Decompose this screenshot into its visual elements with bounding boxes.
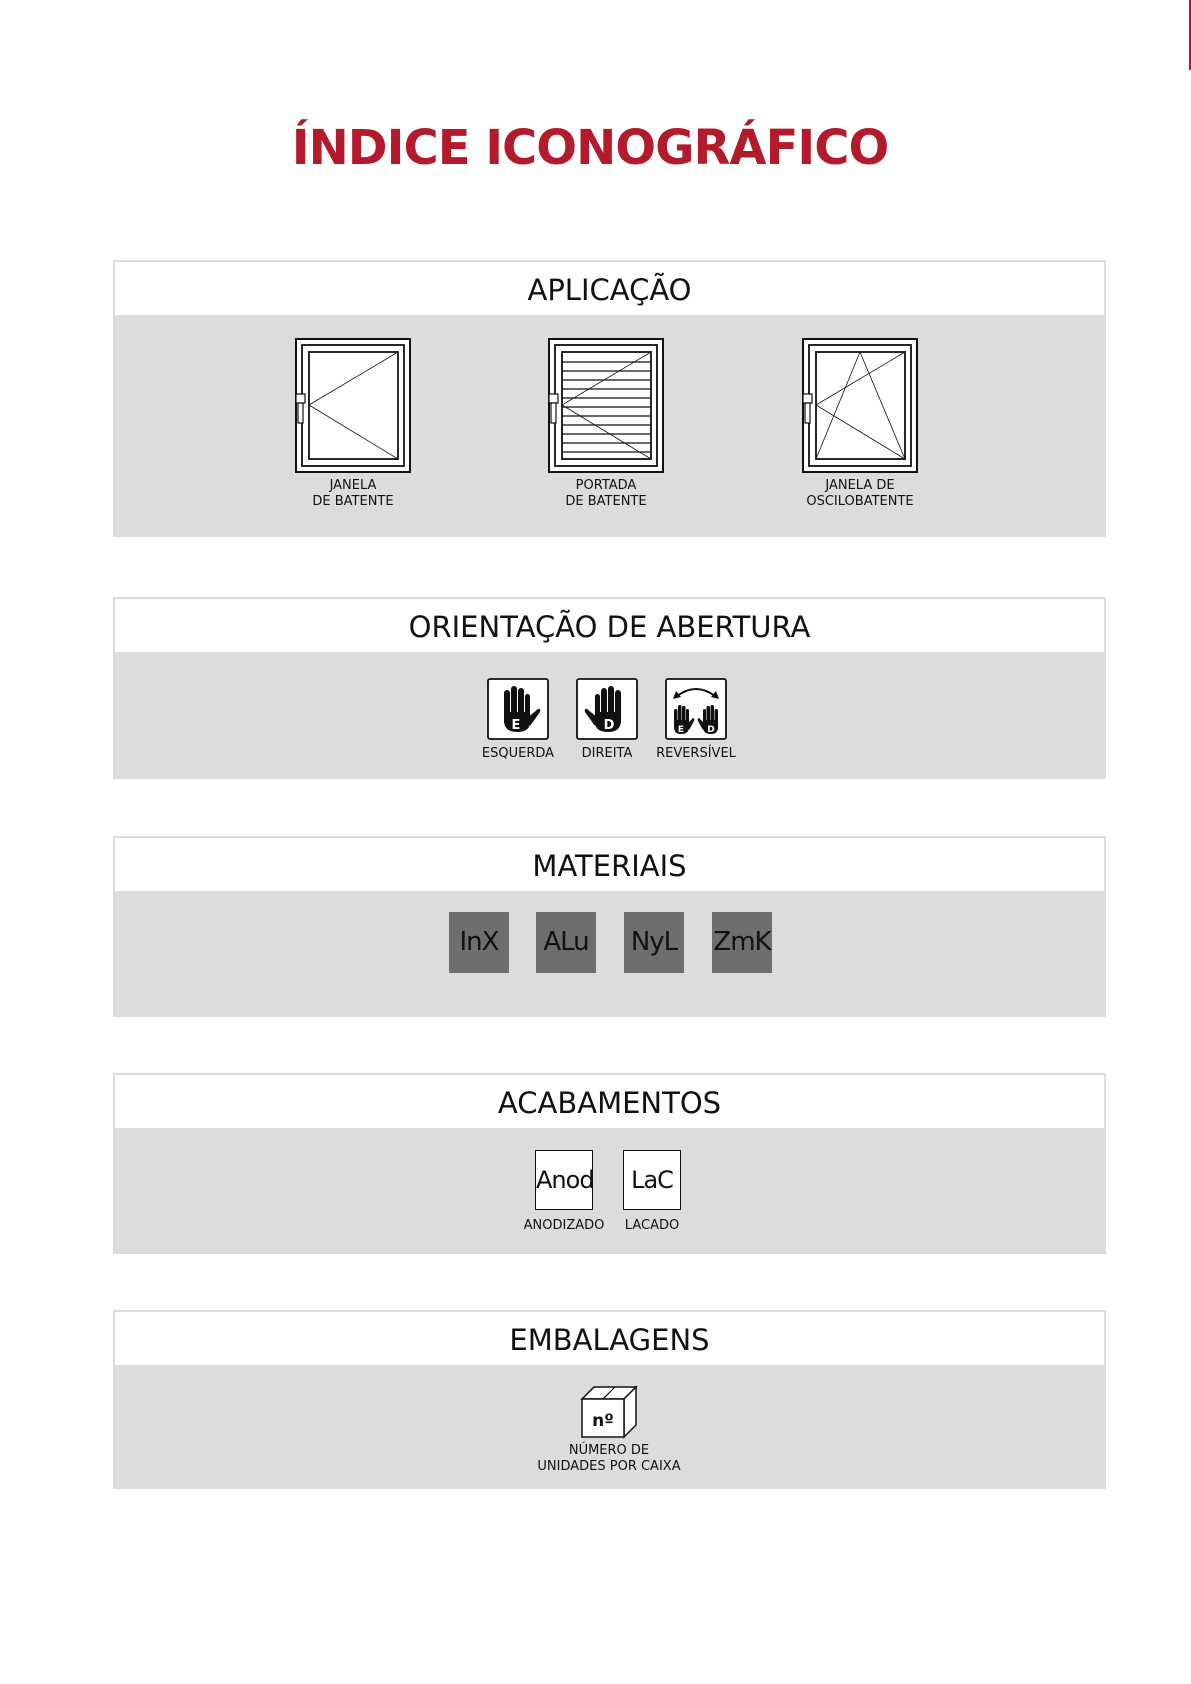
orientation-label: DIREITA [581,746,633,761]
section-acabamentos [113,1073,1106,1254]
application-item [794,338,926,510]
packaging-item [529,1385,689,1475]
finish-anodized-badge: Anod [535,1150,593,1210]
section-heading: MATERIAIS [113,836,1106,891]
packaging-label-line1: NÚMERO DE [568,1443,650,1458]
reversible-hands-icon [653,678,739,740]
material-nylon-badge: NyL [624,912,684,973]
application-label-line2: DE BATENTE [312,494,394,509]
casement-window-icon [287,338,419,473]
section-heading: ACABAMENTOS [113,1073,1106,1128]
section-heading: APLICAÇÃO [113,260,1106,315]
application-label-line1: PORTADA [575,478,637,493]
hand-letter: E [677,725,685,735]
finish-label: LACADO [624,1218,680,1233]
finish-item [521,1150,607,1234]
box-icon [529,1385,689,1439]
application-item [287,338,419,510]
left-hand-icon [478,678,558,740]
application-item [540,338,672,510]
section-orientacao [113,597,1106,779]
hand-letter: D [707,725,715,735]
material-aluminium-badge: ALu [536,912,596,973]
section-embalagens [113,1310,1106,1489]
section-materiais [113,836,1106,1017]
finish-label: ANODIZADO [523,1218,605,1233]
material-zamak-badge: ZmK [712,912,772,973]
section-heading: EMBALAGENS [113,1310,1106,1365]
packaging-label-line2: UNIDADES POR CAIXA [537,1459,681,1474]
hand-letter: D [603,718,615,733]
hand-letter: E [511,718,521,733]
tilt-turn-window-icon [794,338,926,473]
section-body [113,1128,1106,1254]
box-label: nº [592,1411,614,1431]
application-label-line2: OSCILOBATENTE [806,494,914,509]
application-label-line1: JANELA [329,478,377,493]
section-heading: ORIENTAÇÃO DE ABERTURA [113,597,1106,652]
orientation-label: REVERSÍVEL [656,746,736,761]
material-inox-badge: InX [449,912,509,973]
application-label-line2: DE BATENTE [565,494,647,509]
finish-lacquered-badge: LaC [623,1150,681,1210]
shutter-door-icon [540,338,672,473]
section-aplicacao [113,260,1106,537]
right-hand-icon [567,678,647,740]
orientation-item [567,678,647,762]
section-body [113,315,1106,537]
page-title: ÍNDICE ICONOGRÁFICO [291,120,889,176]
section-body [113,652,1106,779]
orientation-label: ESQUERDA [481,746,555,761]
orientation-item [478,678,558,762]
orientation-item [653,678,739,762]
finish-item [609,1150,695,1234]
section-body [113,1365,1106,1489]
section-body [113,891,1106,1017]
application-label-line1: JANELA DE [825,478,895,493]
